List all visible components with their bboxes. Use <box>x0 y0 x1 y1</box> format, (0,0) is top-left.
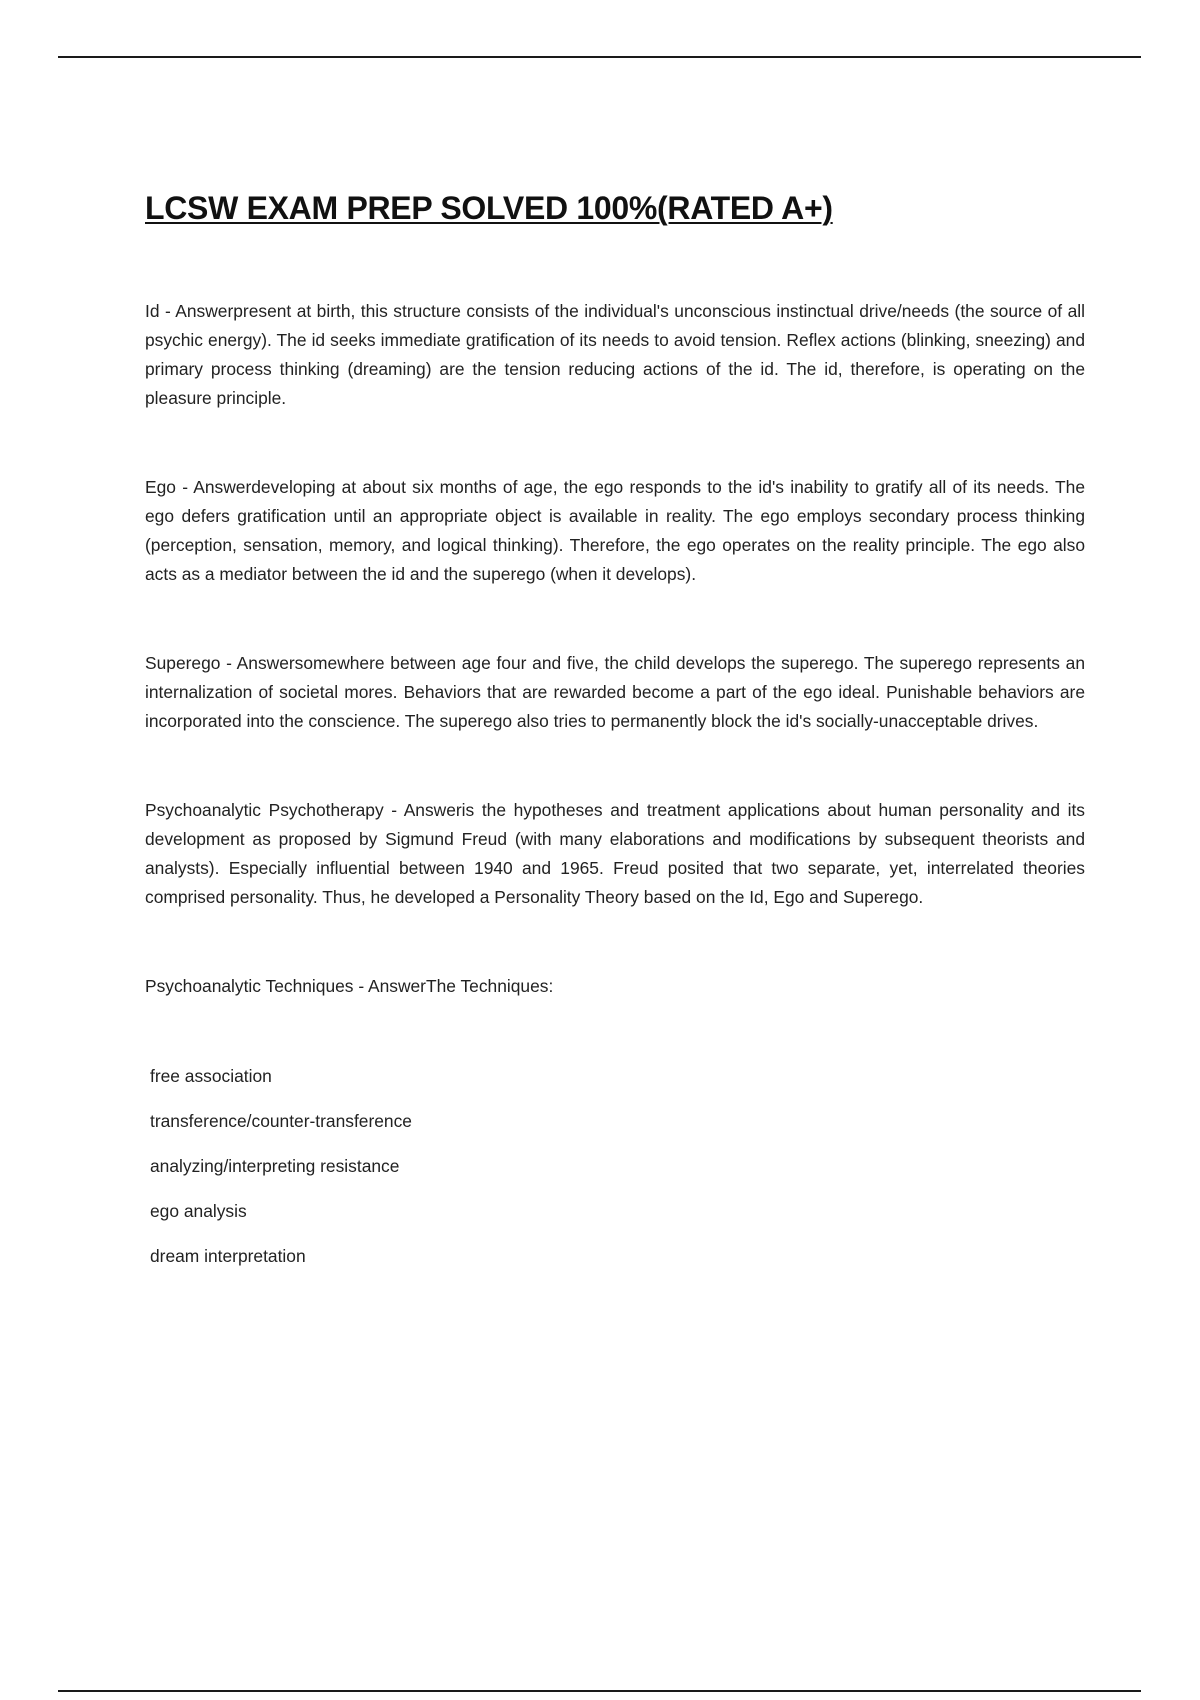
technique-item: transference/counter-transference <box>150 1111 412 1131</box>
techniques-list <box>145 1062 1085 1271</box>
document-body <box>145 190 1085 1287</box>
technique-item: ego analysis <box>150 1201 247 1221</box>
entry-ego: Ego - Answerdeveloping at about six months of age, the ego responds to the id's inability to gratify all of its needs. The ego defers gratification until an appropriate object is available in reality. The ego employs secondary process thinking (perception, sensation, memory, and logical thinking). Therefore, the ego operates on the reality principle. The ego also acts as a mediator between the id and the superego (when it develops). <box>145 477 1085 584</box>
entry-superego: Superego - Answersomewhere between age four and five, the child develops the superego. The superego represents an internalization of societal mores. Behaviors that are rewarded become a part of the ego ideal. Punishable behaviors are incorporated into the conscience. The superego also tries to permanently block the id's socially-unacceptable drives. <box>145 653 1085 731</box>
bottom-rule <box>58 1690 1141 1692</box>
entry-id: Id - Answerpresent at birth, this structure consists of the individual's unconscious instinctual drive/needs (the source of all psychic energy). The id seeks immediate gratification of its needs to avoid tension. Reflex actions (blinking, sneezing) and primary process thinking (dreaming) are the tension reducing actions of the id. The id, therefore, is operating on the pleasure principle. <box>145 301 1085 408</box>
document-title: LCSW EXAM PREP SOLVED 100%(RATED A+) <box>145 190 833 226</box>
technique-item: free association <box>150 1066 272 1086</box>
technique-item: dream interpretation <box>150 1246 306 1266</box>
top-rule <box>58 56 1141 58</box>
entry-psychoanalytic-techniques: Psychoanalytic Techniques - AnswerThe Techniques: <box>145 976 554 996</box>
entries-list <box>145 297 1085 1001</box>
entry-psychoanalytic-psychotherapy: Psychoanalytic Psychotherapy - Answeris the hypotheses and treatment applications about human personality and its development as proposed by Sigmund Freud (with many elaborations and modifications by subsequent theorists and analysts). Especially influential between 1940 and 1965. Freud posited that two separate, yet, interrelated theories comprised personality. Thus, he developed a Personality Theory based on the Id, Ego and Superego. <box>145 800 1085 907</box>
technique-item: analyzing/interpreting resistance <box>150 1156 400 1176</box>
